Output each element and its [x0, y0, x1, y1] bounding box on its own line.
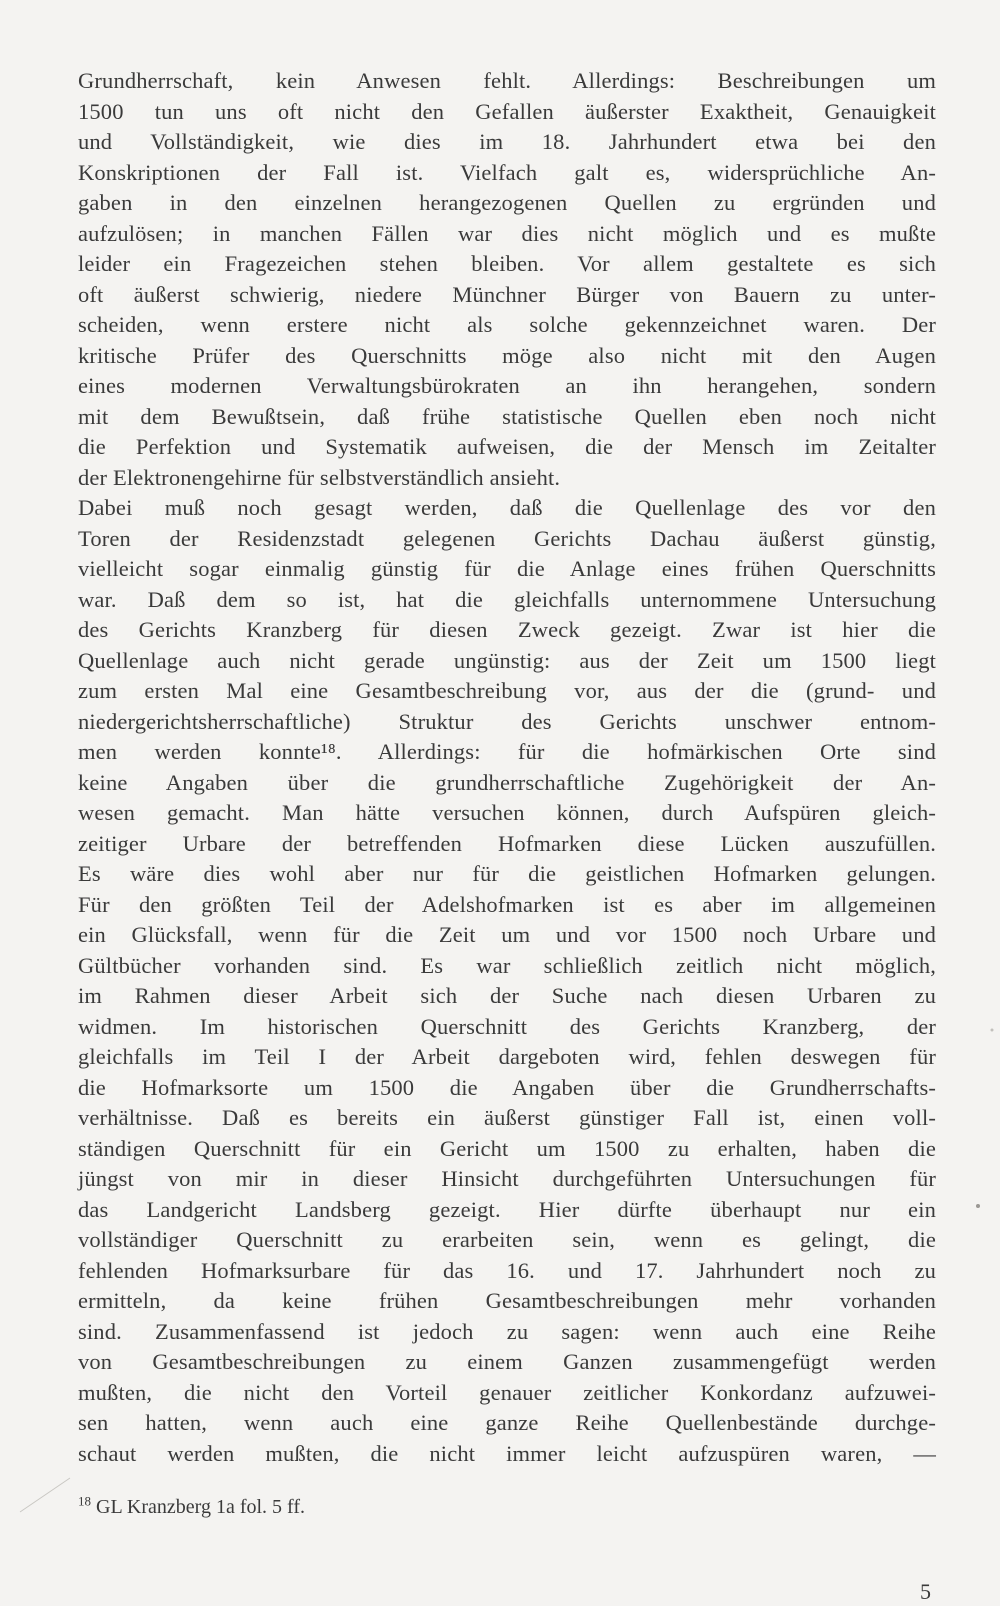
text-line: Toren der Residenzstadt gelegenen Gerichts Dachau äußerst günstig,: [78, 525, 936, 551]
text-line: mit dem Bewußtsein, daß frühe statistische Quellen eben noch nicht: [78, 403, 936, 429]
text-line: oft äußerst schwierig, niedere Münchner Bürger von Bauern zu unter-: [78, 281, 936, 307]
text-line: leider ein Fragezeichen stehen bleiben. Vor allem gestaltete es sich: [78, 251, 936, 276]
text-line: fehlenden Hofmarksurbare für das 16. und 17. Jahrhundert noch zu: [78, 1257, 936, 1283]
text-line: von Gesamtbeschreibungen zu einem Ganzen zusammengefügt werden: [78, 1349, 936, 1374]
text-line: 1500 tun uns oft nicht den Gefallen äußerster Exaktheit, Genauigkeit: [78, 98, 936, 124]
text-line: Quellenlage auch nicht gerade ungünstig: aus der Zeit um 1500 liegt: [78, 647, 936, 673]
footnote-text: GL Kranzberg 1a fol. 5 ff.: [96, 1496, 306, 1518]
text-line: sen hatten, wenn auch eine ganze Reihe Quellenbestände durchge-: [78, 1410, 936, 1435]
text-line: scheiden, wenn erstere nicht als solche gekennzeichnet waren. Der: [78, 312, 936, 337]
text-line: vollständiger Querschnitt zu erarbeiten sein, wenn es gelingt, die: [78, 1227, 936, 1252]
text-line: eines modernen Verwaltungsbürokraten an ihn herangehen, sondern: [78, 373, 936, 398]
text-line: vielleicht sogar einmalig günstig für die Anlage eines frühen Querschnitts: [78, 556, 936, 581]
text-line: gaben in den einzelnen herangezogenen Quellen zu ergründen und: [78, 190, 936, 215]
footnote-mark: 18: [78, 1493, 91, 1509]
text-line: niedergerichtsherrschaftliche) Struktur des Gerichts unschwer entnom-: [78, 708, 936, 734]
text-line: sind. Zusammenfassend ist jedoch zu sagen: wenn auch eine Reihe: [78, 1318, 936, 1344]
text-line: und Vollständigkeit, wie dies im 18. Jahrhundert etwa bei den: [78, 129, 936, 154]
text-line: men werden konnte¹⁸. Allerdings: für die hofmärkischen Orte sind: [78, 739, 936, 764]
text-line: keine Angaben über die grundherrschaftliche Zugehörigkeit der An-: [78, 769, 936, 795]
text-line: zum ersten Mal eine Gesamtbeschreibung vor, aus der die (grund- und: [78, 678, 936, 703]
text-line: die Perfektion und Systematik aufweisen, die der Mensch im Zeitalter: [78, 434, 936, 459]
text-line: jüngst von mir in dieser Hinsicht durchgeführten Untersuchungen für: [78, 1166, 936, 1191]
text-line: widmen. Im historischen Querschnitt des Gerichts Kranzberg, der: [78, 1013, 936, 1039]
text-line: des Gerichts Kranzberg für diesen Zweck gezeigt. Zwar ist hier die: [78, 617, 936, 642]
text-line: Gültbücher vorhanden sind. Es war schließlich zeitlich nicht möglich,: [78, 952, 936, 978]
text-line: mußten, die nicht den Vorteil genauer zeitlicher Konkordanz aufzuwei-: [78, 1379, 936, 1405]
text-line: verhältnisse. Daß es bereits ein äußerst günstiger Fall ist, einen voll-: [78, 1105, 936, 1130]
text-line: gleichfalls im Teil I der Arbeit dargeboten wird, fehlen deswegen für: [78, 1044, 936, 1069]
text-line: Konskriptionen der Fall ist. Vielfach galt es, widersprüchliche An-: [78, 159, 936, 185]
text-line: das Landgericht Landsberg gezeigt. Hier dürfte überhaupt nur ein: [78, 1196, 936, 1222]
text-line: die Hofmarksorte um 1500 die Angaben über die Grundherrschafts-: [78, 1074, 936, 1100]
text-line: Für den größten Teil der Adelshofmarken ist es aber im allgemeinen: [78, 891, 936, 917]
text-line: Grundherrschaft, kein Anwesen fehlt. Allerdings: Beschreibungen um: [78, 68, 936, 93]
text-line: Dabei muß noch gesagt werden, daß die Quellenlage des vor den: [78, 495, 936, 520]
text-line: kritische Prüfer des Querschnitts möge also nicht mit den Augen: [78, 342, 936, 368]
page-number: 5: [920, 1579, 931, 1604]
text-line: ermitteln, da keine frühen Gesamtbeschreibungen mehr vorhanden: [78, 1288, 936, 1313]
text-line: zeitiger Urbare der betreffenden Hofmarken diese Lücken auszufüllen.: [78, 830, 936, 856]
text-line: der Elektronengehirne für selbstverständlich ansieht.: [78, 464, 561, 490]
text-line: schaut werden mußten, die nicht immer leicht aufzuspüren waren, —: [78, 1440, 936, 1466]
text-line: wesen gemacht. Man hätte versuchen können, durch Aufspüren gleich-: [78, 800, 936, 825]
text-line: ein Glücksfall, wenn für die Zeit um und vor 1500 noch Urbare und: [78, 922, 936, 947]
text-line: im Rahmen dieser Arbeit sich der Suche nach diesen Urbaren zu: [78, 983, 936, 1008]
text-line: Es wäre dies wohl aber nur für die geistlichen Hofmarken gelungen.: [78, 861, 936, 886]
text-line: ständigen Querschnitt für ein Gericht um 1500 zu erhalten, haben die: [78, 1135, 936, 1161]
text-line: aufzulösen; in manchen Fällen war dies nicht möglich und es mußte: [78, 220, 936, 246]
text-line: war. Daß dem so ist, hat die gleichfalls unternommene Untersuchung: [78, 586, 936, 612]
